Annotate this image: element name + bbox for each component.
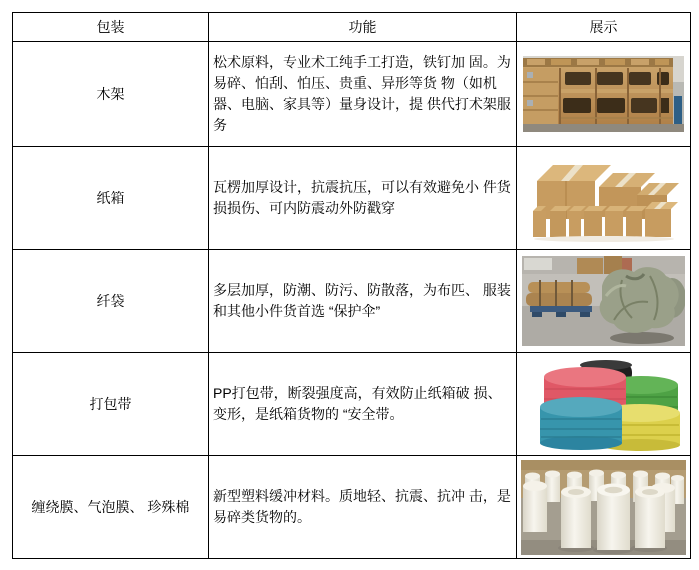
strap-coils-photo <box>524 357 684 451</box>
packaging-table <box>12 12 691 559</box>
photo-cell <box>517 250 691 353</box>
package-function: PP打包带，断裂强度高，有效防止纸箱破 损、变形，是纸箱货物的 “安全带。 <box>209 353 517 456</box>
table-header-row <box>13 13 691 42</box>
package-name: 木架 <box>13 42 209 147</box>
package-name: 纸箱 <box>13 147 209 250</box>
wooden-crates-photo <box>523 56 684 132</box>
table-row-wooden-frame <box>13 42 691 147</box>
package-name: 纤袋 <box>13 250 209 353</box>
package-name: 打包带 <box>13 353 209 456</box>
package-name: 缠绕膜、气泡膜、 珍殊棉 <box>13 456 209 559</box>
table-row-carton <box>13 147 691 250</box>
header-display: 展示 <box>517 13 691 42</box>
photo-cell <box>517 456 691 559</box>
film-rolls-photo <box>521 460 686 555</box>
table-row-wrap-film <box>13 456 691 559</box>
table-row-fiber-bag <box>13 250 691 353</box>
package-function: 新型塑料缓冲材料。质地轻、抗震、抗冲 击，是易碎类货物的。 <box>209 456 517 559</box>
header-function: 功能 <box>209 13 517 42</box>
package-function: 瓦楞加厚设计，抗震抗压，可以有效避免小 件货损损伤、可内防震动外防戳穿 <box>209 147 517 250</box>
header-package: 包装 <box>13 13 209 42</box>
photo-cell <box>517 147 691 250</box>
package-function: 松术原料，专业术工纯手工打造，铁钉加 固。为易碎、怕刮、怕压、贵重、异形等货 物（如机器、电脑、家具等）量身设计，提 供代打术架服务 <box>209 42 517 147</box>
package-function: 多层加厚，防潮、防污、防散落，为布匹、 服装和其他小件货首选 “保护伞” <box>209 250 517 353</box>
cardboard-boxes-photo <box>525 151 683 245</box>
photo-cell <box>517 353 691 456</box>
woven-bags-photo <box>522 256 685 346</box>
table-row-strap <box>13 353 691 456</box>
photo-cell <box>517 42 691 147</box>
